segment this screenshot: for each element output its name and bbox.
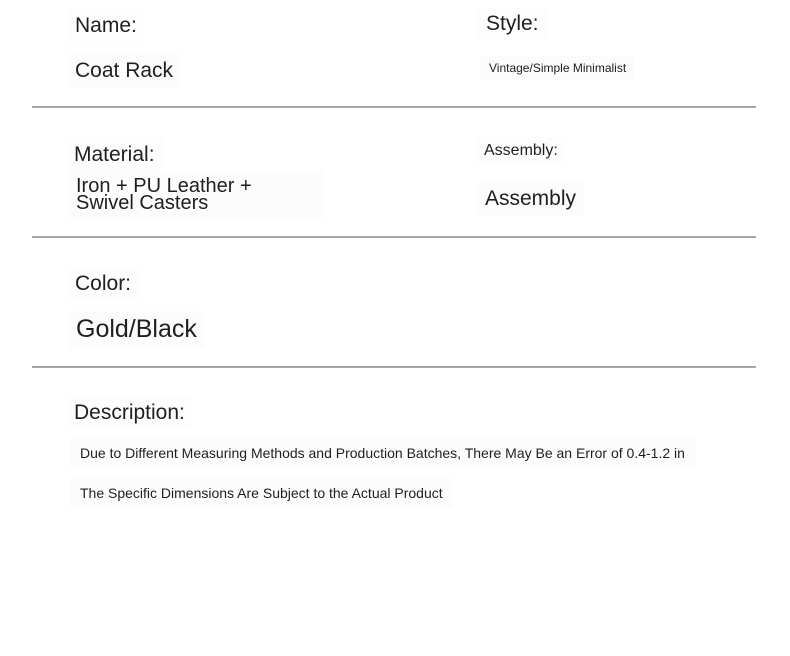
style-value: Vintage/Simple Minimalist	[481, 56, 634, 80]
section-divider	[32, 106, 756, 108]
description-label: Description:	[66, 396, 193, 429]
assembly-value: Assembly	[477, 182, 584, 215]
assembly-label: Assembly:	[476, 137, 566, 165]
material-label: Material:	[66, 138, 163, 171]
section-divider	[32, 236, 756, 238]
name-label: Name:	[67, 9, 145, 42]
color-value: Gold/Black	[68, 311, 205, 348]
color-label: Color:	[67, 267, 139, 300]
material-value	[68, 172, 324, 218]
material-value-line-2: Swivel Casters	[76, 192, 209, 214]
description-line: Due to Different Measuring Methods and Production Batches, There May Be an Error of 0.4-1.2 in	[70, 438, 695, 468]
name-value: Coat Rack	[67, 54, 181, 87]
section-divider	[32, 366, 756, 368]
description-line: The Specific Dimensions Are Subject to the Actual Product	[70, 478, 453, 508]
material-value-line-1: Iron + PU Leather +	[76, 175, 252, 197]
style-label: Style:	[478, 7, 547, 40]
